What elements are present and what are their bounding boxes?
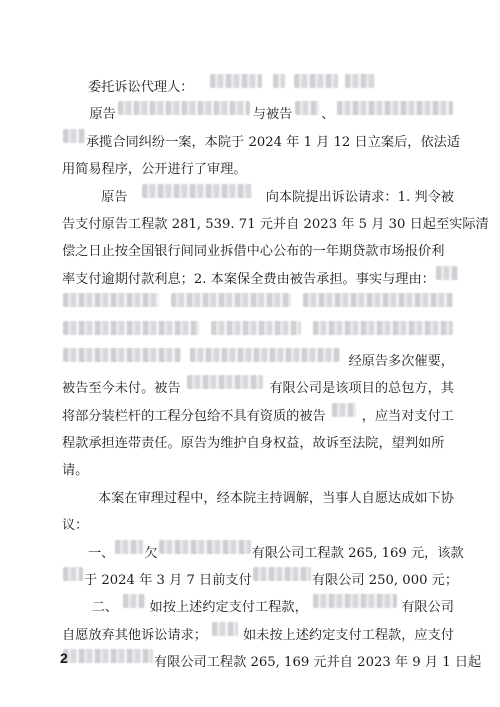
body-text: 委托诉讼代理人： 原告 与被告 、 承揽合同纠纷一案，本院于 2024 年 1 月 12 日立案后，依法适 用简易程序，公开进行了审理。 原告 向本院提出诉讼请求：1. 判令被 告支付原告工程款 281, 539. 71 元并自 2023 年 5 月 30 日起至实际清 偿之日止按全国银行间同业拆借中心公布的一年期贷款市场报价利 率支付逾期付款利息；2. 本案保全费由被告承担。事实与理由： 经原告多次催要， 被告至今未付。被告 有限公司是该项目的总包方，其 将部分装栏杆的工程分包给不具有资质的被告 ，应当对支付工 程款承担连带责任。原告为维护自身权益，故诉至法院，望判如所 请。 本案在审理过程中，经本院主持调解，当事人自愿达成如下协 议： 一、 欠 有限公司工程款 265, 169 元，该款 于 2024 年 3 月 7 日前支付 有限公司 250, 000 元； 二、 如按上述约定支付工程款， 有限公司 自愿放弃其他诉讼请求； 如未按上述约定支付工程款，应支付 有限公司工程款 265, 169 元并自 2023 年 9 月 1 日起 (62, 74, 454, 677)
redacted-facts-line (62, 293, 454, 320)
redacted-name (273, 74, 285, 88)
redacted-defendant (123, 594, 145, 608)
redacted-name (345, 74, 375, 88)
line-mediation: 本案在审理过程中，经本院主持调解，当事人自愿达成如下协 (97, 490, 454, 506)
redacted-facts (436, 266, 458, 280)
redacted-plaintiff (63, 649, 153, 663)
agent-label: 委托诉讼代理人： (88, 80, 194, 95)
line-case: 承揽合同纠纷一案，本院于 2024 年 1 月 12 日立案后，依法适 (62, 129, 454, 156)
redacted-facts-line (62, 321, 454, 348)
redacted-plaintiff (118, 101, 250, 115)
redacted-defendant (295, 101, 319, 115)
redacted-name (210, 74, 262, 88)
redacted-defendant (337, 101, 453, 115)
line-agent (62, 74, 454, 101)
redacted-defendant (212, 622, 238, 636)
redacted-defendant (115, 540, 143, 554)
redacted-defendant (63, 567, 83, 581)
redacted-plaintiff (142, 184, 252, 198)
redacted-plaintiff (253, 567, 311, 581)
agreement-item-2: 二、 如按上述约定支付工程款， 有限公司 (62, 594, 454, 621)
redacted-defendant (187, 375, 263, 389)
redacted-plaintiff (313, 594, 397, 608)
redacted-defendant (332, 403, 356, 417)
line-plaintiff-defendant: 原告 与被告 、 (62, 101, 454, 128)
agreement-item-1: 一、 欠 有限公司工程款 265, 169 元，该款 (62, 540, 454, 567)
page-number: 2 (60, 650, 68, 666)
line-claim: 原告 向本院提出诉讼请求：1. 判令被 (62, 184, 454, 211)
redacted-party (63, 129, 85, 143)
redacted-plaintiff (159, 540, 251, 554)
redacted-name (294, 74, 338, 88)
